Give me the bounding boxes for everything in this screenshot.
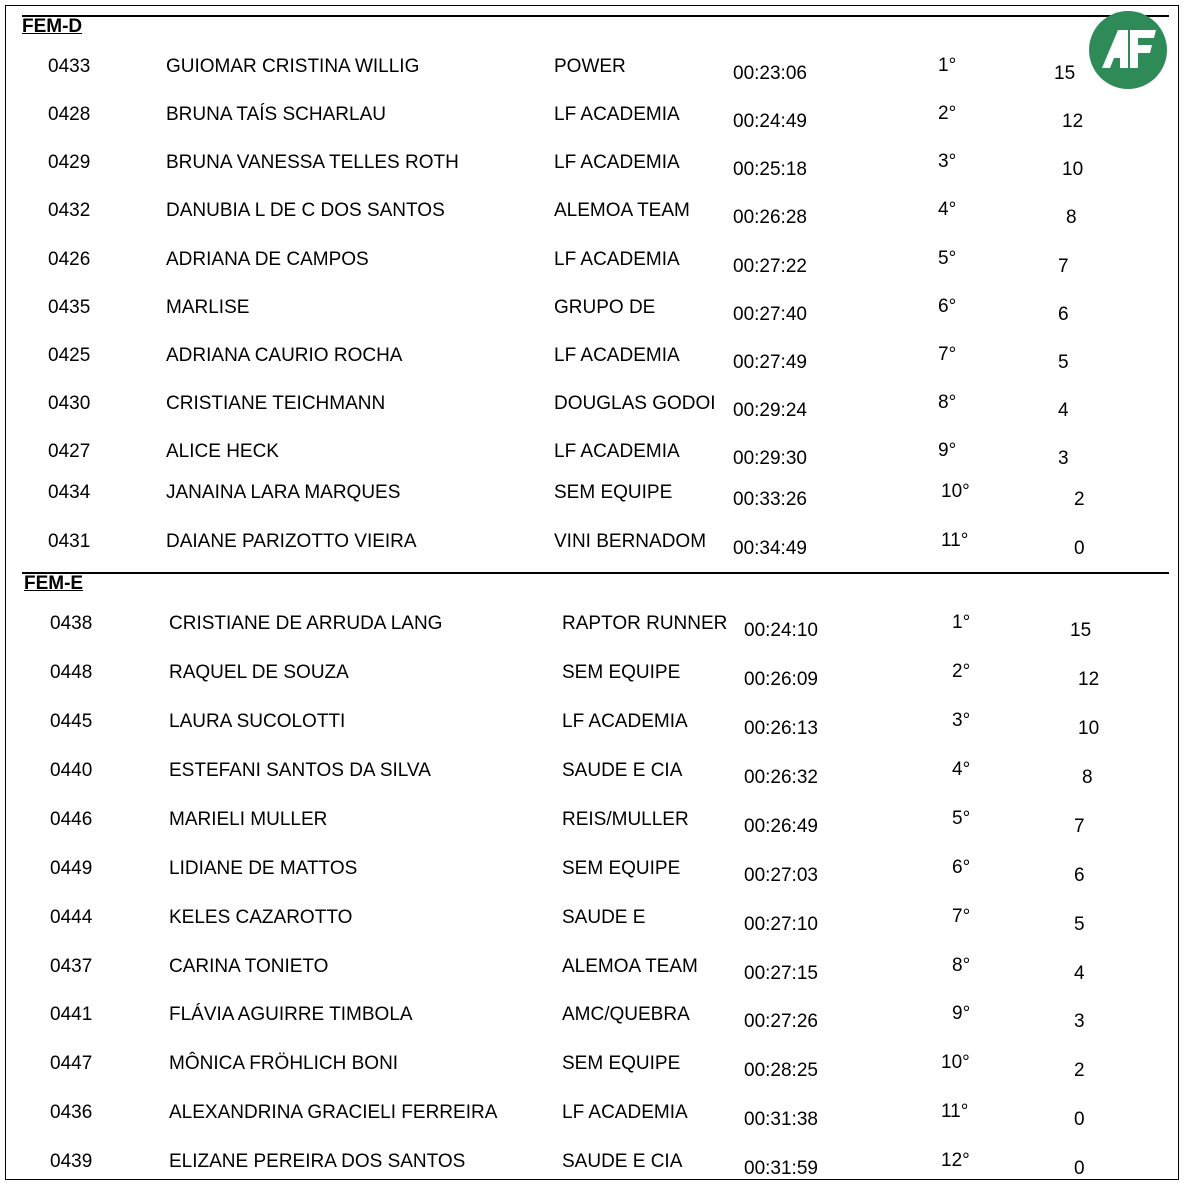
bib-number: 0444 <box>50 907 93 928</box>
bib-number: 0425 <box>48 345 91 366</box>
table-row <box>0 662 1185 692</box>
athlete-name: CARINA TONIETO <box>169 956 329 977</box>
finish-time: 00:24:10 <box>744 620 818 641</box>
team-name: SEM EQUIPE <box>562 662 681 683</box>
athlete-name: ADRIANA CAURIO ROCHA <box>166 345 403 366</box>
athlete-name: ALICE HECK <box>166 441 279 462</box>
bib-number: 0440 <box>50 760 93 781</box>
bib-number: 0446 <box>50 809 93 830</box>
table-row <box>0 482 1185 512</box>
finish-time: 00:34:49 <box>733 538 807 559</box>
bib-number: 0434 <box>48 482 91 503</box>
placement: 1° <box>938 55 957 76</box>
points: 0 <box>1074 1109 1085 1130</box>
finish-time: 00:26:13 <box>744 718 818 739</box>
table-row <box>0 297 1185 327</box>
finish-time: 00:27:10 <box>744 914 818 935</box>
placement: 10° <box>941 481 970 502</box>
finish-time: 00:28:25 <box>744 1060 818 1081</box>
finish-time: 00:29:30 <box>733 448 807 469</box>
athlete-name: ESTEFANI SANTOS DA SILVA <box>169 760 431 781</box>
points: 3 <box>1074 1011 1085 1032</box>
finish-time: 00:25:18 <box>733 159 807 180</box>
top-rule <box>22 15 1169 17</box>
placement: 9° <box>952 1003 971 1024</box>
finish-time: 00:29:24 <box>733 400 807 421</box>
athlete-name: MARLISE <box>166 297 250 318</box>
athlete-name: JANAINA LARA MARQUES <box>166 482 401 503</box>
placement: 3° <box>938 151 957 172</box>
table-row <box>0 393 1185 423</box>
team-name: SAUDE E CIA <box>562 760 683 781</box>
finish-time: 00:31:59 <box>744 1158 818 1179</box>
points: 6 <box>1074 865 1085 886</box>
table-row <box>0 345 1185 375</box>
team-name: SAUDE E <box>562 907 646 928</box>
points: 2 <box>1074 1060 1085 1081</box>
placement: 2° <box>938 103 957 124</box>
placement: 7° <box>938 344 957 365</box>
bib-number: 0433 <box>48 56 91 77</box>
bib-number: 0426 <box>48 249 91 270</box>
team-name: POWER <box>554 56 626 77</box>
table-row <box>0 200 1185 230</box>
team-name: LF ACADEMIA <box>562 1102 688 1123</box>
bib-number: 0437 <box>50 956 93 977</box>
team-name: SEM EQUIPE <box>562 1053 681 1074</box>
bib-number: 0438 <box>50 613 93 634</box>
team-name: RAPTOR RUNNER <box>562 613 728 634</box>
table-row <box>0 1053 1185 1083</box>
team-name: ALEMOA TEAM <box>562 956 698 977</box>
points: 15 <box>1070 620 1092 641</box>
table-row <box>0 1151 1185 1181</box>
bib-number: 0431 <box>48 531 91 552</box>
points: 7 <box>1058 256 1069 277</box>
table-row <box>0 858 1185 888</box>
table-row <box>0 711 1185 741</box>
table-row <box>0 613 1185 643</box>
placement: 11° <box>941 530 969 551</box>
section-title-fem-d: FEM-D <box>22 16 83 37</box>
points: 0 <box>1074 1158 1085 1179</box>
team-name: LF ACADEMIA <box>554 249 680 270</box>
bib-number: 0435 <box>48 297 91 318</box>
athlete-name: CRISTIANE TEICHMANN <box>166 393 386 414</box>
table-row <box>0 441 1185 471</box>
athlete-name: GUIOMAR CRISTINA WILLIG <box>166 56 420 77</box>
bib-number: 0427 <box>48 441 91 462</box>
table-row <box>0 1102 1185 1132</box>
table-row <box>0 152 1185 182</box>
athlete-name: LAURA SUCOLOTTI <box>169 711 346 732</box>
table-row <box>0 809 1185 839</box>
finish-time: 00:27:49 <box>733 352 807 373</box>
team-name: GRUPO DE <box>554 297 656 318</box>
team-name: VINI BERNADOM <box>554 531 707 552</box>
points: 10 <box>1078 718 1100 739</box>
bib-number: 0430 <box>48 393 91 414</box>
placement: 4° <box>938 199 957 220</box>
placement: 8° <box>938 392 957 413</box>
placement: 4° <box>952 759 971 780</box>
team-name: REIS/MULLER <box>562 809 689 830</box>
points: 0 <box>1074 538 1085 559</box>
athlete-name: BRUNA TAÍS SCHARLAU <box>166 104 386 125</box>
points: 12 <box>1078 669 1100 690</box>
placement: 6° <box>952 857 971 878</box>
points: 4 <box>1058 400 1069 421</box>
finish-time: 00:31:38 <box>744 1109 818 1130</box>
placement: 12° <box>941 1150 970 1171</box>
placement: 5° <box>952 808 971 829</box>
finish-time: 00:23:06 <box>733 63 807 84</box>
bib-number: 0441 <box>50 1004 93 1025</box>
points: 8 <box>1082 767 1093 788</box>
points: 7 <box>1074 816 1085 837</box>
placement: 1° <box>952 612 971 633</box>
team-name: LF ACADEMIA <box>562 711 688 732</box>
finish-time: 00:26:28 <box>733 207 807 228</box>
placement: 11° <box>941 1101 969 1122</box>
athlete-name: ALEXANDRINA GRACIELI FERREIRA <box>169 1102 498 1123</box>
bib-number: 0449 <box>50 858 93 879</box>
points: 8 <box>1066 207 1077 228</box>
athlete-name: MARIELI MULLER <box>169 809 328 830</box>
table-row <box>0 56 1185 86</box>
athlete-name: RAQUEL DE SOUZA <box>169 662 349 683</box>
finish-time: 00:27:15 <box>744 963 818 984</box>
table-row <box>0 249 1185 279</box>
bib-number: 0432 <box>48 200 91 221</box>
placement: 6° <box>938 296 957 317</box>
finish-time: 00:26:32 <box>744 767 818 788</box>
athlete-name: FLÁVIA AGUIRRE TIMBOLA <box>169 1004 413 1025</box>
athlete-name: KELES CAZAROTTO <box>169 907 353 928</box>
points: 5 <box>1058 352 1069 373</box>
placement: 10° <box>941 1052 970 1073</box>
team-name: LF ACADEMIA <box>554 441 680 462</box>
finish-time: 00:26:09 <box>744 669 818 690</box>
bib-number: 0428 <box>48 104 91 125</box>
points: 6 <box>1058 304 1069 325</box>
placement: 5° <box>938 248 957 269</box>
bib-number: 0447 <box>50 1053 93 1074</box>
points: 10 <box>1062 159 1084 180</box>
placement: 7° <box>952 906 971 927</box>
section-divider <box>22 572 1169 574</box>
table-row <box>0 104 1185 134</box>
points: 3 <box>1058 448 1069 469</box>
table-row <box>0 531 1185 561</box>
table-row <box>0 956 1185 986</box>
athlete-name: BRUNA VANESSA TELLES ROTH <box>166 152 459 173</box>
placement: 2° <box>952 661 971 682</box>
bib-number: 0439 <box>50 1151 93 1172</box>
team-name: LF ACADEMIA <box>554 104 680 125</box>
team-name: SAUDE E CIA <box>562 1151 683 1172</box>
team-name: SEM EQUIPE <box>562 858 681 879</box>
finish-time: 00:26:49 <box>744 816 818 837</box>
bib-number: 0445 <box>50 711 93 732</box>
table-row <box>0 1004 1185 1034</box>
team-name: ALEMOA TEAM <box>554 200 690 221</box>
table-row <box>0 760 1185 790</box>
finish-time: 00:27:03 <box>744 865 818 886</box>
placement: 8° <box>952 955 971 976</box>
finish-time: 00:27:40 <box>733 304 807 325</box>
team-name: SEM EQUIPE <box>554 482 673 503</box>
team-name: AMC/QUEBRA <box>562 1004 690 1025</box>
finish-time: 00:27:26 <box>744 1011 818 1032</box>
placement: 3° <box>952 710 971 731</box>
points: 4 <box>1074 963 1085 984</box>
team-name: DOUGLAS GODOI <box>554 393 716 414</box>
athlete-name: ADRIANA DE CAMPOS <box>166 249 369 270</box>
athlete-name: DAIANE PARIZOTTO VIEIRA <box>166 531 417 552</box>
athlete-name: LIDIANE DE MATTOS <box>169 858 358 879</box>
finish-time: 00:24:49 <box>733 111 807 132</box>
points: 12 <box>1062 111 1084 132</box>
points: 2 <box>1074 489 1085 510</box>
team-name: LF ACADEMIA <box>554 152 680 173</box>
points: 5 <box>1074 914 1085 935</box>
athlete-name: DANUBIA L DE C DOS SANTOS <box>166 200 445 221</box>
finish-time: 00:33:26 <box>733 489 807 510</box>
bib-number: 0429 <box>48 152 91 173</box>
team-name: LF ACADEMIA <box>554 345 680 366</box>
bib-number: 0436 <box>50 1102 93 1123</box>
athlete-name: CRISTIANE DE ARRUDA LANG <box>169 613 443 634</box>
athlete-name: MÔNICA FRÖHLICH BONI <box>169 1053 399 1074</box>
table-row <box>0 907 1185 937</box>
athlete-name: ELIZANE PEREIRA DOS SANTOS <box>169 1151 466 1172</box>
section-title-fem-e: FEM-E <box>24 573 84 594</box>
finish-time: 00:27:22 <box>733 256 807 277</box>
placement: 9° <box>938 440 957 461</box>
bib-number: 0448 <box>50 662 93 683</box>
points: 15 <box>1054 63 1076 84</box>
